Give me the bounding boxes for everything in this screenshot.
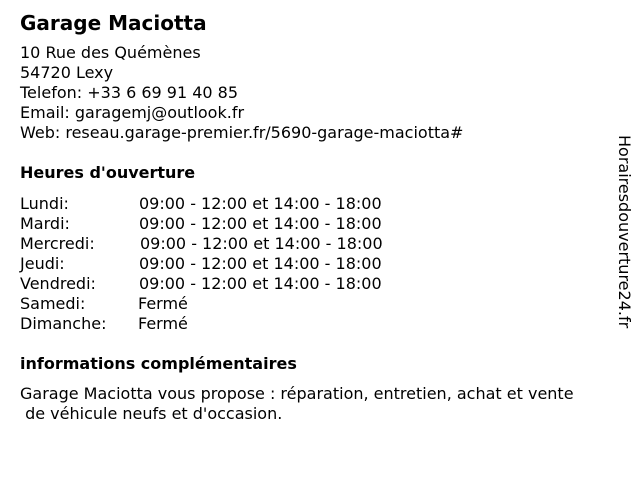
day-hours: Fermé — [138, 314, 188, 333]
day-hours: 09:00 - 12:00 et 14:00 - 18:00 — [139, 274, 382, 293]
day-label: Mardi: — [20, 214, 70, 233]
city-address: 54720 Lexy — [20, 63, 114, 82]
street-address: 10 Rue des Quémènes — [20, 43, 201, 62]
day-label: Vendredi: — [20, 274, 96, 293]
day-hours: 09:00 - 12:00 et 14:00 - 18:00 — [139, 214, 382, 233]
site-brand-vertical: Horairesdouverture24.fr — [615, 135, 634, 329]
day-hours: 09:00 - 12:00 et 14:00 - 18:00 — [139, 254, 382, 273]
day-hours: 09:00 - 12:00 et 14:00 - 18:00 — [139, 194, 382, 213]
day-label: Samedi: — [20, 294, 86, 313]
web-line: Web: reseau.garage-premier.fr/5690-garage-maciotta# — [20, 123, 464, 142]
info-line-2: de véhicule neufs et d'occasion. — [20, 404, 283, 423]
address-block — [20, 43, 463, 143]
day-label: Jeudi: — [20, 254, 65, 273]
info-line-1: Garage Maciotta vous propose : réparation, entretien, achat et vente — [20, 384, 574, 403]
business-name: Garage Maciotta — [20, 11, 207, 35]
info-description — [20, 384, 630, 424]
email-line: Email: garagemj@outlook.fr — [20, 103, 245, 122]
phone-line: Telefon: +33 6 69 91 40 85 — [20, 83, 239, 102]
day-hours: 09:00 - 12:00 et 14:00 - 18:00 — [140, 234, 383, 253]
day-label: Lundi: — [20, 194, 69, 213]
day-hours: Fermé — [138, 294, 188, 313]
info-heading: informations complémentaires — [20, 354, 297, 373]
day-label: Mercredi: — [20, 234, 95, 253]
day-label: Dimanche: — [20, 314, 107, 333]
hours-heading: Heures d'ouverture — [20, 163, 196, 182]
